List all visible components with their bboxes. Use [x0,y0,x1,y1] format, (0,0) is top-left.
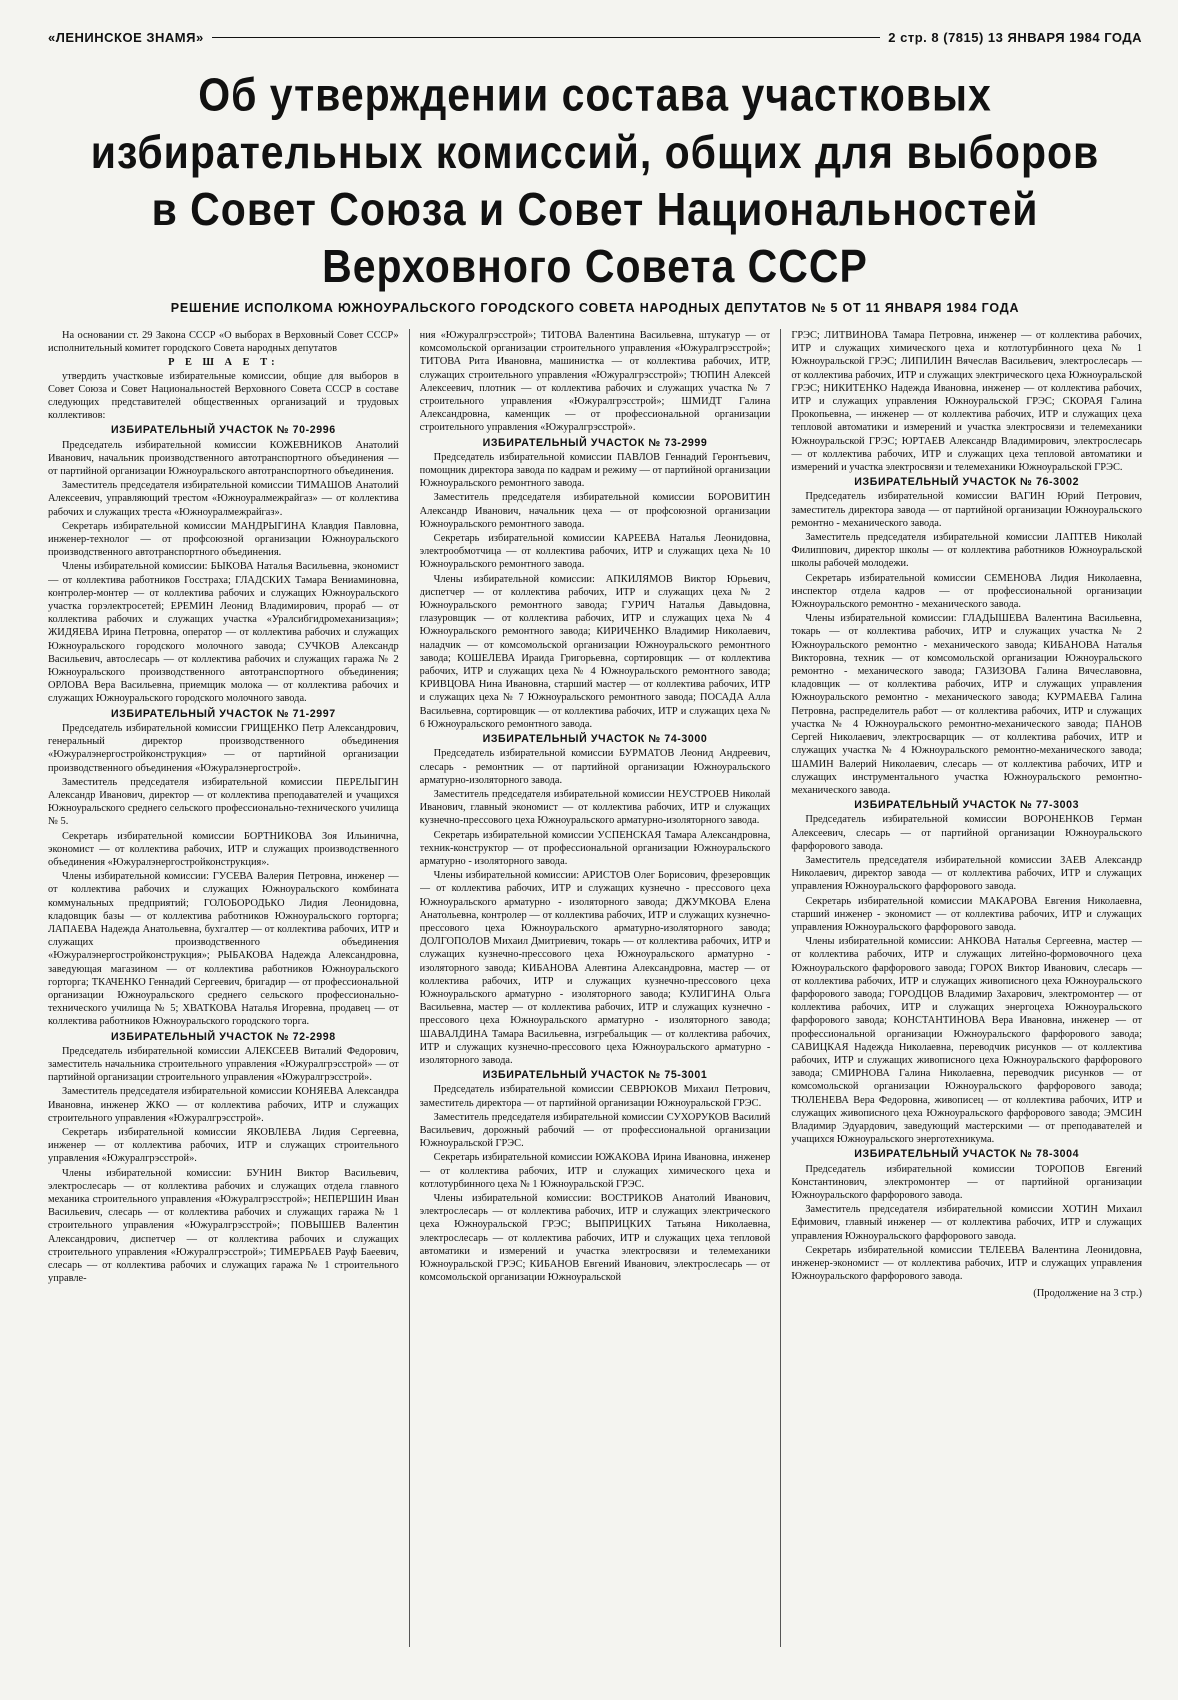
district-heading: ИЗБИРАТЕЛЬНЫЙ УЧАСТОК № 70-2996 [110,424,336,437]
paragraph: Председатель избирательной комиссии СЕВРЮКОВ Михаил Петрович, заместитель директора — от партийной организации Южноуральской ГРЭС. [419,1084,771,1109]
paragraph: Члены избирательной комиссии: АПКИЛЯМОВ Виктор Юрьевич, диспетчер — от коллектива рабочих, ИТР и служащих цеха № 2 Южноуральского ремонтного завода; ГУРИЧ Наталья Давыдовна, глазуровщик — от коллектива рабочих, ИТР и служащих цеха № 4 Южноуральского ремонтного завода; КИРИЧЕНКО Владимир Николаевич, наладчик — от комсомольской организации Южноуральского ремонтного завода; КОШЕЛЕВА Ираида Григорьевна, сортировщик — от коллектива рабочих, ИТР и служащих цеха № 4 Южноуральского ремонтного завода; КРИВЦОВА Нина Ивановна, старший мастер — от коллектива рабочих, ИТР и служащих цеха № 7 Южноуральского ремонтного завода; ПОСАДА Алла Васильевна, сортировщик — от коллектива рабочих, ИТР и служащих цеха № 6 Южноуральского ремонтного завода. [419,573,771,730]
headline-line-2: избирательных комиссий, общих для выборов [90,126,1100,178]
article-columns [48,329,1142,1647]
paragraph: Председатель избирательной комиссии ТОРОПОВ Евгений Константинович, электромонтер — от партийной организации Южноуральского фарфорового завода. [791,1163,1143,1201]
continued-note: (Продолжение на 3 стр.) [1033,1288,1143,1300]
column-1 [48,329,399,1647]
paragraph: Председатель избирательной комиссии АЛЕКСЕЕВ Виталий Федорович, заместитель начальника строительного управления «Южуралгрэсстрой» — от партийной организации строительного управления «Южуралгрэсстрой». [48,1045,399,1084]
decision-subtitle: РЕШЕНИЕ ИСПОЛКОМА ЮЖНОУРАЛЬСКОГО ГОРОДСКОГО СОВЕТА НАРОДНЫХ ДЕПУТАТОВ № 5 ОТ 11 ЯНВАРЯ 1984 ГОДА [170,301,1020,315]
headline-line-4: Верховного Совета СССР [322,240,868,293]
paragraph: Заместитель председателя избирательной комиссии ПЕРЕЛЫГИН Александр Иванович, директор — от коллектива преподавателей и учащихся Южноуральского среднего сельского профессионально-технического училища № 5. [48,776,399,828]
paragraph: Члены избирательной комиссии: БУНИН Виктор Васильевич, электрослесарь — от коллектива рабочих и служащих отдела главного механика строительного управления «Южуралгрэсстрой»; НЕПЕРШИН Иван Васильевич, слесарь — от коллектива рабочих и служащих гаража № 1 строительного управления «Южуралгрэсстрой»; ПОВЫШЕВ Валентин Александрович, диспетчер — от коллектива рабочих и служащих строительного управления «Южуралгрэсстрой»; ТИМЕРБАЕВ Рауф Баеевич, слесарь — от коллектива рабочих и служащих гаража № 1 строительного управле- [48,1167,399,1285]
paragraph: Заместитель председателя избирательной комиссии КОНЯЕВА Александра Ивановна, инженер ЖКО — от коллектива рабочих, ИТР и служащих строительного управления «Южуралгрэсстрой». [48,1086,399,1124]
district-heading: ИЗБИРАТЕЛЬНЫЙ УЧАСТОК № 77-3003 [854,799,1080,812]
paragraph: Заместитель председателя избирательной комиссии СУХОРУКОВ Василий Васильевич, дорожный рабочий — от профессиональной организации Южноуральской ГРЭС. [419,1111,771,1150]
district-heading: ИЗБИРАТЕЛЬНЫЙ УЧАСТОК № 73-2999 [482,436,708,449]
masthead-rule [212,37,881,38]
headline-line-3: в Совет Союза и Совет Национальностей [151,183,1039,235]
paragraph: Председатель избирательной комиссии ПАВЛОВ Геннадий Геронтьевич, помощник директора завода по кадрам и режиму — от партийной организации Южноуральского ремонтного завода. [419,451,771,490]
paragraph: Члены избирательной комиссии: АНКОВА Наталья Сергеевна, мастер — от коллектива рабочих, ИТР и служащих литейно-формовочного цеха Южноуральского фарфорового завода; ГОРОХ Виктор Иванович, слесарь — от коллектива рабочих, ИТР и служащих живописного цеха Южноуральского фарфорового завода; ГОРОДЦОВ Владимир Захарович, электромонтер — от коллектива рабочих, ИТР и служащих энергоцеха Южноуральского фарфорового завода; КОНСТАНТИНОВА Вера Ивановна, инженер — от профессиональной организации Южноуральского фарфорового завода; САВИЦКАЯ Надежда Николаевна, переводчик рисунков — от коллектива рабочих, ИТР и служащих живописного цеха Южноуральского фарфорового завода; СМИРНОВА Галина Николаевна, переводчик рисунков — от комсомольской организации Южноуральского фарфорового завода; ТЮЛЕНЕВА Вера Федоровна, живописец — от коллектива рабочих, ИТР и служащих живописного цеха Южноуральского фарфорового завода; ЭМСИН Владимир Эдуардович, заведующий мастерскими — от преподавателей и учащихся Южноуральского энерготехникума. [791,936,1143,1146]
district-heading: ИЗБИРАТЕЛЬНЫЙ УЧАСТОК № 74-3000 [482,733,708,746]
district-heading: ИЗБИРАТЕЛЬНЫЙ УЧАСТОК № 76-3002 [854,476,1080,489]
paragraph: Секретарь избирательной комиссии КАРЕЕВА Наталья Леонидовна, электрообмотчица — от коллектива рабочих, ИТР и служащих цеха № 10 Южноуральского ремонтного завода. [419,533,771,571]
paragraph: Председатель избирательной комиссии КОЖЕВНИКОВ Анатолий Иванович, начальник производственного автотранспортного объединения — от партийной организации Южноуральского автотранспортного объединения. [48,439,399,478]
paragraph: Председатель избирательной комиссии ВОРОНЕНКОВ Герман Алексеевич, слесарь — от партийной организации Южноуральского фарфорового завода. [791,814,1143,852]
paragraph: Секретарь избирательной комиссии ТЕЛЕЕВА Валентина Леонидовна, инженер-экономист — от коллектива рабочих, ИТР и служащих управления Южноуральского фарфорового завода. [791,1244,1143,1283]
paragraph: Заместитель председателя избирательной комиссии БОРОВИТИН Александр Иванович, начальник цеха — от профсоюзной организации Южноуральского ремонтного завода. [419,492,771,530]
paragraph: Председатель избирательной комиссии ГРИЩЕНКО Петр Александрович, генеральный директор производственного объединения «Южуралэнергостройконструкция» — от партийной организации производственного объединения «Южуралэнергострой». [48,722,399,774]
resolves-heading: Р Е Ш А Е Т: [168,357,279,369]
district-heading: ИЗБИРАТЕЛЬНЫЙ УЧАСТОК № 78-3004 [854,1148,1080,1161]
paragraph: Заместитель председателя избирательной комиссии НЕУСТРОЕВ Николай Иванович, главный экономист — от коллектива рабочих, ИТР и служащих кузнечно-прессового цеха Южноуральского арматурно-изоляторного завода. [419,788,771,827]
paragraph: Члены избирательной комиссии: ГЛАДЫШЕВА Валентина Васильевна, токарь — от коллектива рабочих, ИТР и служащих участка № 2 Южноуральского ремонтно - механического завода; КИБАНОВА Наталья Викторовна, техник — от комсомольской организации Южноуральского ремонтно - механического завода; ГАЗИЗОВА Галина Вячеславовна, кладовщик — от коллектива рабочих, ИТР и служащих управления Южноуральского ремонтно - механического завода; КУРМАЕВА Галина Петровна, распределитель работ — от коллектива рабочих, ИТР и служащих участка № 4 Южноуральского ремонтно-механического завода; ПАНОВ Сергей Николаевич, электросварщик — от коллектива рабочих, ИТР и служащих участка № 4 Южноуральского ремонтно-механического завода; ШАМИН Валерий Николаевич, слесарь — от коллектива рабочих, ИТР и служащих инструментального участка Южноуральского ремонтно-механического завода. [791,613,1143,796]
masthead [48,30,1142,45]
paragraph: Заместитель председателя избирательной комиссии ЗАЕВ Александр Николаевич, директор завода — от коллектива рабочих, ИТР и служащих управления Южноуральского фарфорового завода. [791,854,1143,893]
district-heading: ИЗБИРАТЕЛЬНЫЙ УЧАСТОК № 75-3001 [482,1069,708,1082]
paragraph: Члены избирательной комиссии: АРИСТОВ Олег Борисович, фрезеровщик — от коллектива рабочих, ИТР и служащих кузнечно - прессового цеха Южноуральского арматурно - изоляторного завода; ДЖУМКОВА Елена Анатольевна, контролер — от коллектива рабочих, ИТР и служащих кузнечно-прессового цеха Южноуральского арматурно-изоляторного завода; ДОЛГОПОЛОВ Михаил Дмитриевич, токарь — от коллектива рабочих, ИТР и служащих кузнечно-прессового цеха Южноуральского арматурно - изоляторного завода; КИБАНОВА Алевтина Александровна, мастер — от коллектива рабочих, ИТР и служащих кузнечно-прессового цеха Южноуральского арматурно - изоляторного завода; КУЛИГИНА Ольга Васильевна, мастер — от коллектива рабочих, ИТР и служащих кузнечно - прессового цеха Южноуральского арматурно - изоляторного завода; ШАВАЛДИНА Тамара Васильевна, изгребальщик — от коллектива рабочих, ИТР и служащих кузнечно-прессового цеха Южноуральского арматурно - изоляторного завода. [419,870,771,1066]
paragraph: Заместитель председателя избирательной комиссии ТИМАШОВ Анатолий Алексеевич, управляющий трестом «Южноуралмежрайгаз» — от коллектива рабочих и служащих треста «Южноуралмежрайгаз». [48,480,399,518]
paragraph: Секретарь избирательной комиссии ЯКОВЛЕВА Лидия Сергеевна, инженер — от коллектива рабочих, ИТР и служащих строительного управления «Южуралгрэсстрой». [48,1126,399,1165]
paragraph: Секретарь избирательной комиссии ЮЖАКОВА Ирина Ивановна, инженер — от коллектива рабочих, ИТР и служащих химического цеха и котлотурбинного цеха № 1 Южноуральской ГРЭС. [419,1152,771,1190]
column-divider [409,329,410,1647]
paragraph: Председатель избирательной комиссии БУРМАТОВ Леонид Андреевич, слесарь - ремонтник — от партийной организации Южноуральского арматурно-изоляторного завода. [419,748,771,786]
column-3 [791,329,1142,1647]
issue-info: 2 стр. 8 (7815) 13 ЯНВАРЯ 1984 ГОДА [888,30,1142,45]
paragraph: ния «Южуралгрэсстрой»; ТИТОВА Валентина Васильевна, штукатур — от комсомольской организации строительного управления «Южуралгрэсстрой»; ТИТОВА Рита Ивановна, машинистка — от коллектива рабочих, ИТР, служащих строительного управления «Южуралгрэсстрой»; ТЮПИН Алексей Алексеевич, плотник — от коллектива рабочих и служащих участка № 7 строительного управления «Южуралгрэсстрой»; ШМИДТ Галина Александровна, каменщик — от профессиональной организации строительного управления «Южуралгрэсстрой». [419,330,771,434]
headline [58,67,1132,295]
paragraph: Секретарь избирательной комиссии МАНДРЫГИНА Клавдия Павловна, инженер-технолог — от профсоюзной организации Южноуральского производственного автотранспортного объединения. [48,520,399,559]
paragraph: Секретарь избирательной комиссии УСПЕНСКАЯ Тамара Александровна, техник-конструктор — от профессиональной организации Южноуральского арматурно - изоляторного завода. [419,829,771,867]
district-heading: ИЗБИРАТЕЛЬНЫЙ УЧАСТОК № 71-2997 [110,707,336,720]
paragraph: Секретарь избирательной комиссии СЕМЕНОВА Лидия Николаевна, инспектор отдела кадров — от профессиональной организации Южноуральского ремонтно - механического завода. [791,572,1143,611]
paragraph: ГРЭС; ЛИТВИНОВА Тамара Петровна, инженер — от коллектива рабочих, ИТР и служащих химического цеха и котлотурбинного цеха № 1 Южноуральской ГРЭС; ЛИПИЛИН Вячеслав Васильевич, электрослесарь — от коллектива рабочих, ИТР и служащих электрического цеха Южноуральской ГРЭС; НИКИТЕНКО Надежда Ивановна, инженер — от коллектива рабочих, ИТР и служащих управления Южноуральской ГРЭС; СКОРАЯ Галина Прокопьевна, — инженер — от коллектива рабочих, ИТР и служащих цеха тепловой автоматики и измерений и участка электросвязи и телемеханики Южноуральской ГРЭС; ЮРТАЕВ Александр Владимирович, электрослесарь — от коллектива рабочих, ИТР и служащих цеха тепловой автоматики и измерений и участка электросвязи и телемеханики Южноуральской ГРЭС. [791,330,1143,474]
column-2 [420,329,771,1647]
paragraph: Секретарь избирательной комиссии МАКАРОВА Евгения Николаевна, старший инженер - экономист — от коллектива рабочих, ИТР и служащих управления Южноуральского фарфорового завода. [791,895,1143,933]
paragraph: Члены избирательной комиссии: БЫКОВА Наталья Васильевна, экономист — от коллектива работников Госстраха; ГЛАДСКИХ Тамара Вениаминовна, контролер-монтер — от коллектива рабочих и служащих Южноуральского участка горэлектросетей; ЕРЕМИН Леонид Владимирович, прораб — от коллектива рабочих и служащих участка «Уралсибгидромеханизация»; ЖИДЯЕВА Ирина Петровна, оператор — от коллектива рабочих и служащих Южноуральского городского молочного завода; СУЧКОВ Александр Васильевич, автослесарь — от коллектива рабочих и служащих гаража № 2 Южноуральского производственного автотранспортного объединения; ОРЛОВА Вера Васильевна, приемщик молока — от коллектива рабочих и служащих Южноуральского городского молочного завода. [48,561,399,705]
newspaper-name: «ЛЕНИНСКОЕ ЗНАМЯ» [48,30,204,45]
headline-line-1: Об утверждении состава участковых [198,69,992,121]
paragraph: Члены избирательной комиссии: ГУСЕВА Валерия Петровна, инженер — от коллектива рабочих и служащих Южноуральского комбината коммунальных предприятий; ГОЛОБОРОДЬКО Лидия Леонидовна, кладовщик базы — от коллектива работников Южноуральского горторга; ЛАПАЕВА Надежда Анатольевна, бухгалтер — от коллектива рабочих, ИТР и служащих производственного объединения «Южуралэнергостройконструкция»; РЫБАКОВА Надежда Александровна, заведующая магазином — от коллектива работников Южноуральского горторга; ТКАЧЕНКО Геннадий Сергеевич, бригадир — от профессиональной организации Южноуральского среднего сельского профессионально-технического училища № 5; ХВАТКОВА Наталья Игоревна, продавец — от коллектива работников Южноуральского городского торга. [48,871,399,1028]
paragraph: Заместитель председателя избирательной комиссии ЛАПТЕВ Николай Филиппович, директор школы — от коллектива работников Южноуральской школы рабочей молодежи. [791,532,1143,570]
intro-text: На основании ст. 29 Закона СССР «О выборах в Верховный Совет СССР» исполнительный комитет городского Совета народных депутатов [48,330,399,355]
paragraph: Секретарь избирательной комиссии БОРТНИКОВА Зоя Ильинична, экономист — от коллектива рабочих, ИТР и служащих производственного объединения «Южуралэнергостройконструкция». [48,830,399,868]
column-divider [780,329,781,1647]
paragraph: Председатель избирательной комиссии ВАГИН Юрий Петрович, заместитель директора завода — от партийной организации Южноуральского ремонтно - механического завода. [791,491,1143,529]
district-heading: ИЗБИРАТЕЛЬНЫЙ УЧАСТОК № 72-2998 [110,1030,336,1043]
intro-text-2: утвердить участковые избирательные комиссии, общие для выборов в Совет Союза и Совет Национальностей Верховного Совета СССР в составе следующих представителей общественных организаций и трудовых коллективов: [48,370,399,422]
paragraph: Заместитель председателя избирательной комиссии ХОТИН Михаил Ефимович, главный инженер — от коллектива рабочих, ИТР и служащих управления Южноуральского фарфорового завода. [791,1204,1143,1242]
paragraph: Члены избирательной комиссии: ВОСТРИКОВ Анатолий Иванович, электрослесарь — от коллектива рабочих, ИТР и служащих электрического цеха Южноуральской ГРЭС; ВЫПРИЦКИХ Татьяна Николаевна, электрослесарь — от коллектива рабочих, ИТР и служащих цеха тепловой автоматики и измерений и участка электросвязи и телемеханики Южноуральской ГРЭС; КИБАНОВ Евгений Иванович, электрослесарь — от комсомольской организации Южноуральской [419,1193,771,1284]
